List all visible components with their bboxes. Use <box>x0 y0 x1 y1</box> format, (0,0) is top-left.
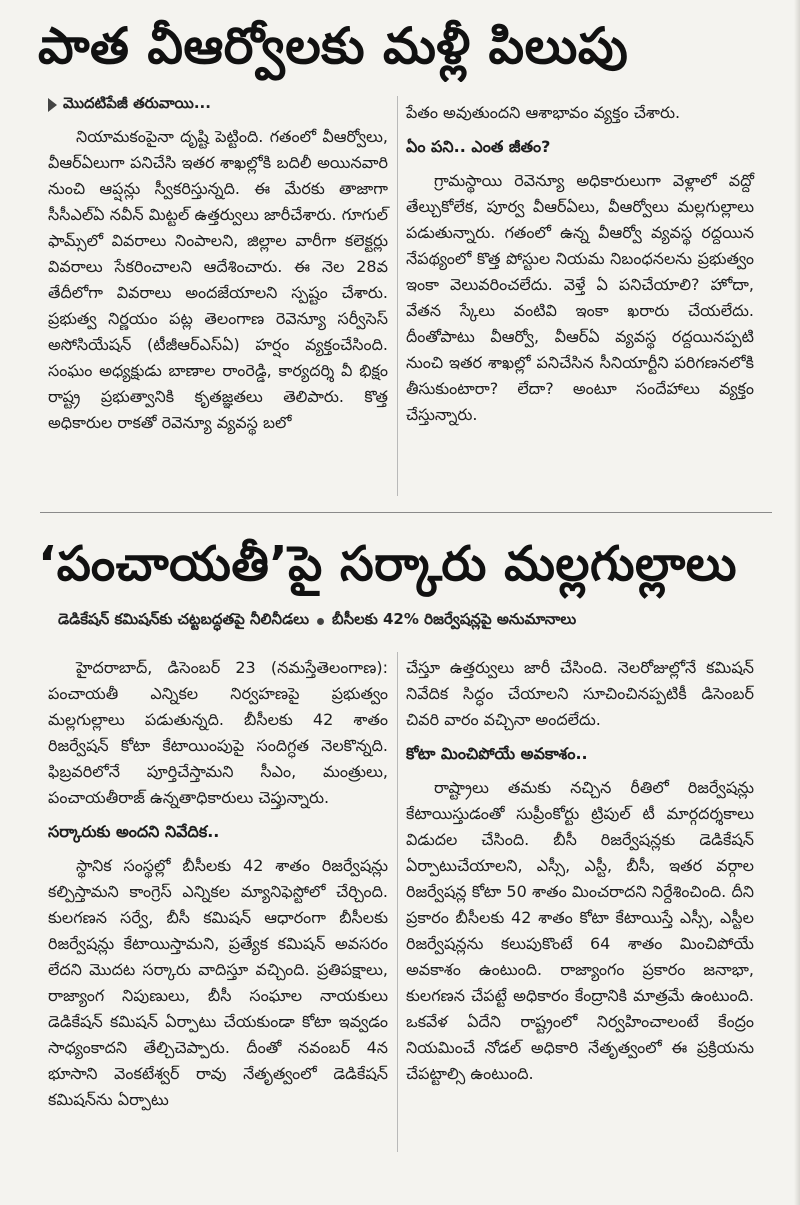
article2-col2-subhead: కోటా మించిపోయే అవకాశం.. <box>406 744 588 763</box>
article1-col2-continuation: పేతం అవుతుందని ఆశాభావం వ్యక్తం చేశారు. <box>406 103 681 122</box>
article2-deck <box>58 610 758 632</box>
article2-headline: ‘పంచాయతీ’పై సర్కారు మల్లగుల్లాలు <box>38 536 737 592</box>
article2-col2-paragraph: రాష్ట్రాలు తమకు నచ్చిన రీతిలో రిజర్వేషన్లు కేటాయిస్తుడంతో సుప్రీంకోర్టు ట్రిపుల్ టీ మార్గదర్శకాలు విడుదల చేసింది. బీసీ రిజర్వేషన్లకు డెడికేషన్ ఏర్పాటుచేయాలని, ఎస్సీ, ఎస్టీ, బీసీ, ఇతర వర్గాల రిజర్వేషన్ల కోటా 50 శాతం మించరాదని నిర్దేశించింది. దీని ప్రకారం బీసీలకు 42 శాతం కోటా కేటాయిస్తే ఎస్సీ, ఎస్టీల రిజర్వేషన్లను కలుపుకొంటే 64 శాతం మించిపోయే అవకాశం ఉంటుంది. రాజ్యాంగం ప్రకారం జనాభా, కులగణన చేపట్టే అధికారం కేంద్రానికి మాత్రమే ఉంటుంది. ఒకవేళ ఏదేని రాష్ట్రంలో నిర్వహించాలంటే కేంద్రం నియమించే నోడల్ అధికారి నేతృత్వంలో ఈ ప్రక్రియను చేపట్టాల్సి ఉంటుంది. <box>406 778 754 1083</box>
column-divider <box>397 96 398 496</box>
article1-headline: పాత వీఆర్వోలకు మళ్లీ పిలుపు <box>38 17 629 75</box>
article2-col1-paragraph1: హైదరాబాద్, డిసెంబర్ 23 (నమస్తేతెలంగాణ): పంచాయతీ ఎన్నికల నిర్వహణపై ప్రభుత్వం మల్లగుల్లాలు పడుతున్నది. బీసీలకు 42 శాతం రిజర్వేషన్ కోటా కేటాయింపుపై సందిగ్ధత నెలకొన్నది. ఫిబ్రవరిలోనే పూర్తిచేస్తామని సీఎం, మంత్రులు, పంచాయతీరాజ్ ఉన్నతాధికారులు చెప్తున్నారు. <box>48 658 388 807</box>
kicker-text: మొదటిపేజీ తరువాయి... <box>63 94 211 112</box>
article1-col2-paragraph: గ్రామస్థాయి రెవెన్యూ అధికారులుగా వెళ్లాలో వద్దో తేల్చుకోలేక, పూర్వ వీఆర్ఏలు, వీఆర్వోలు మల్లగుల్లాలు పడుతున్నారు. గతంలో ఉన్న వీఆర్వో వ్యవస్థ రద్దయిన నేపథ్యంలో కొత్త పోస్టుల నియమ నిబంధనలను ప్రభుత్వం ఇంకా వెలువరించలేదు. వెళ్తే ఏ పనిచేయాలి? హోదా, వేతన స్కేలు వంటివి ఇంకా ఖరారు చేయలేదు. దీంతోపాటు వీఆర్వో, వీఆర్ఏ వ్యవస్థ రద్దయినప్పటి నుంచి ఇతర శాఖల్లో పనిచేసిన సీనియార్టీని పరిగణనలోకి తీసుకుంటారా? లేదా? అంటూ సందేహాలు వ్యక్తం చేస్తున్నారు. <box>406 171 754 424</box>
bullet-icon <box>317 618 324 625</box>
article1-kicker <box>48 94 378 116</box>
article2-col1-subhead: సర్కారుకు అందని నివేదిక.. <box>48 822 220 841</box>
article2-col2-continuation: చేస్తూ ఉత్తర్వులు జారీ చేసింది. నెలరోజుల్లోనే కమిషన్ నివేదిక సిద్ధం చేయాలని సూచించినప్పటికీ డిసెంబర్ చివరి వారం వచ్చినా అందలేదు. <box>406 658 754 729</box>
article2-column-2 <box>406 655 754 1093</box>
article1-column-1 <box>48 124 388 442</box>
article2-col1-paragraph2: స్థానిక సంస్థల్లో బీసీలకు 42 శాతం రిజర్వేషన్లు కల్పిస్తామని కాంగ్రెస్ ఎన్నికల మ్యానిఫెస్టోలో చేర్చింది. కులగణన సర్వే, బీసీ కమిషన్ ఆధారంగా బీసీలకు రిజర్వేషన్లు కేటాయిస్తామని, ప్రత్యేక కమిషన్ అవసరం లేదని మొదట సర్కారు వాదిస్తూ వచ్చింది. ప్రతిపక్షాలు, రాజ్యాంగ నిపుణులు, బీసీ సంఘాల నాయకులు డెడికేషన్ కమిషన్ ఏర్పాటు చేయకుండా కోటా ఇవ్వడం సాధ్యంకాదని తేల్చిచెప్పారు. దీంతో నవంబర్ 4న భూసాని వెంకటేశ్వర్ రావు నేతృత్వంలో డెడికేషన్ కమిషన్‌ను ఏర్పాటు <box>48 856 388 1109</box>
article1-col2-subhead: ఏం పని.. ఎంత జీతం? <box>406 137 551 156</box>
article-separator <box>40 512 772 513</box>
deck-right: బీసీలకు 42% రిజర్వేషన్లపై అనుమానాలు <box>332 610 577 628</box>
deck-left: డెడికేషన్ కమిషన్‌కు చట్టబద్ధతపై నీలినీడలు <box>58 610 310 628</box>
page-edge-shadow <box>794 0 800 1205</box>
article1-col1-paragraph: నియామకంపైనా దృష్టి పెట్టింది. గతంలో వీఆర్వోలు, వీఆర్‌ఏలుగా పనిచేసి ఇతర శాఖల్లోకి బదిలీ అయినవారి నుంచి ఆప్షన్లు స్వీకరిస్తున్నది. ఈ మేరకు తాజాగా సీసీఎల్‌ఏ నవీన్ మిట్టల్ ఉత్తర్వులు జారీచేశారు. గూగుల్ ఫామ్స్‌లో వివరాలు నింపాలని, జిల్లాల వారీగా కలెక్టర్లు వివరాలు సేకరించాలని ఆదేశించారు. ఈ నెల 28వ తేదీలోగా వివరాలు అందజేయాలని స్పష్టం చేశారు. ప్రభుత్వ నిర్ణయం పట్ల తెలంగాణ రెవెన్యూ సర్వీసెస్ అసోసియేషన్ (టీజీఆర్ఎస్‌ఏ) హర్షం వ్యక్తంచేసింది. సంఘం అధ్యక్షుడు బాణాల రాంరెడ్డి, కార్యదర్శి వీ భిక్షం రాష్ట్ర ప్రభుత్వానికి కృతజ్ఞతలు తెలిపారు. కొత్త అధికారుల రాకతో రెవెన్యూ వ్యవస్థ బలో <box>48 127 388 432</box>
article1-column-2 <box>406 100 754 434</box>
chevron-right-icon <box>48 98 57 112</box>
article2-column-1 <box>48 655 388 1119</box>
column-divider <box>397 652 398 1152</box>
